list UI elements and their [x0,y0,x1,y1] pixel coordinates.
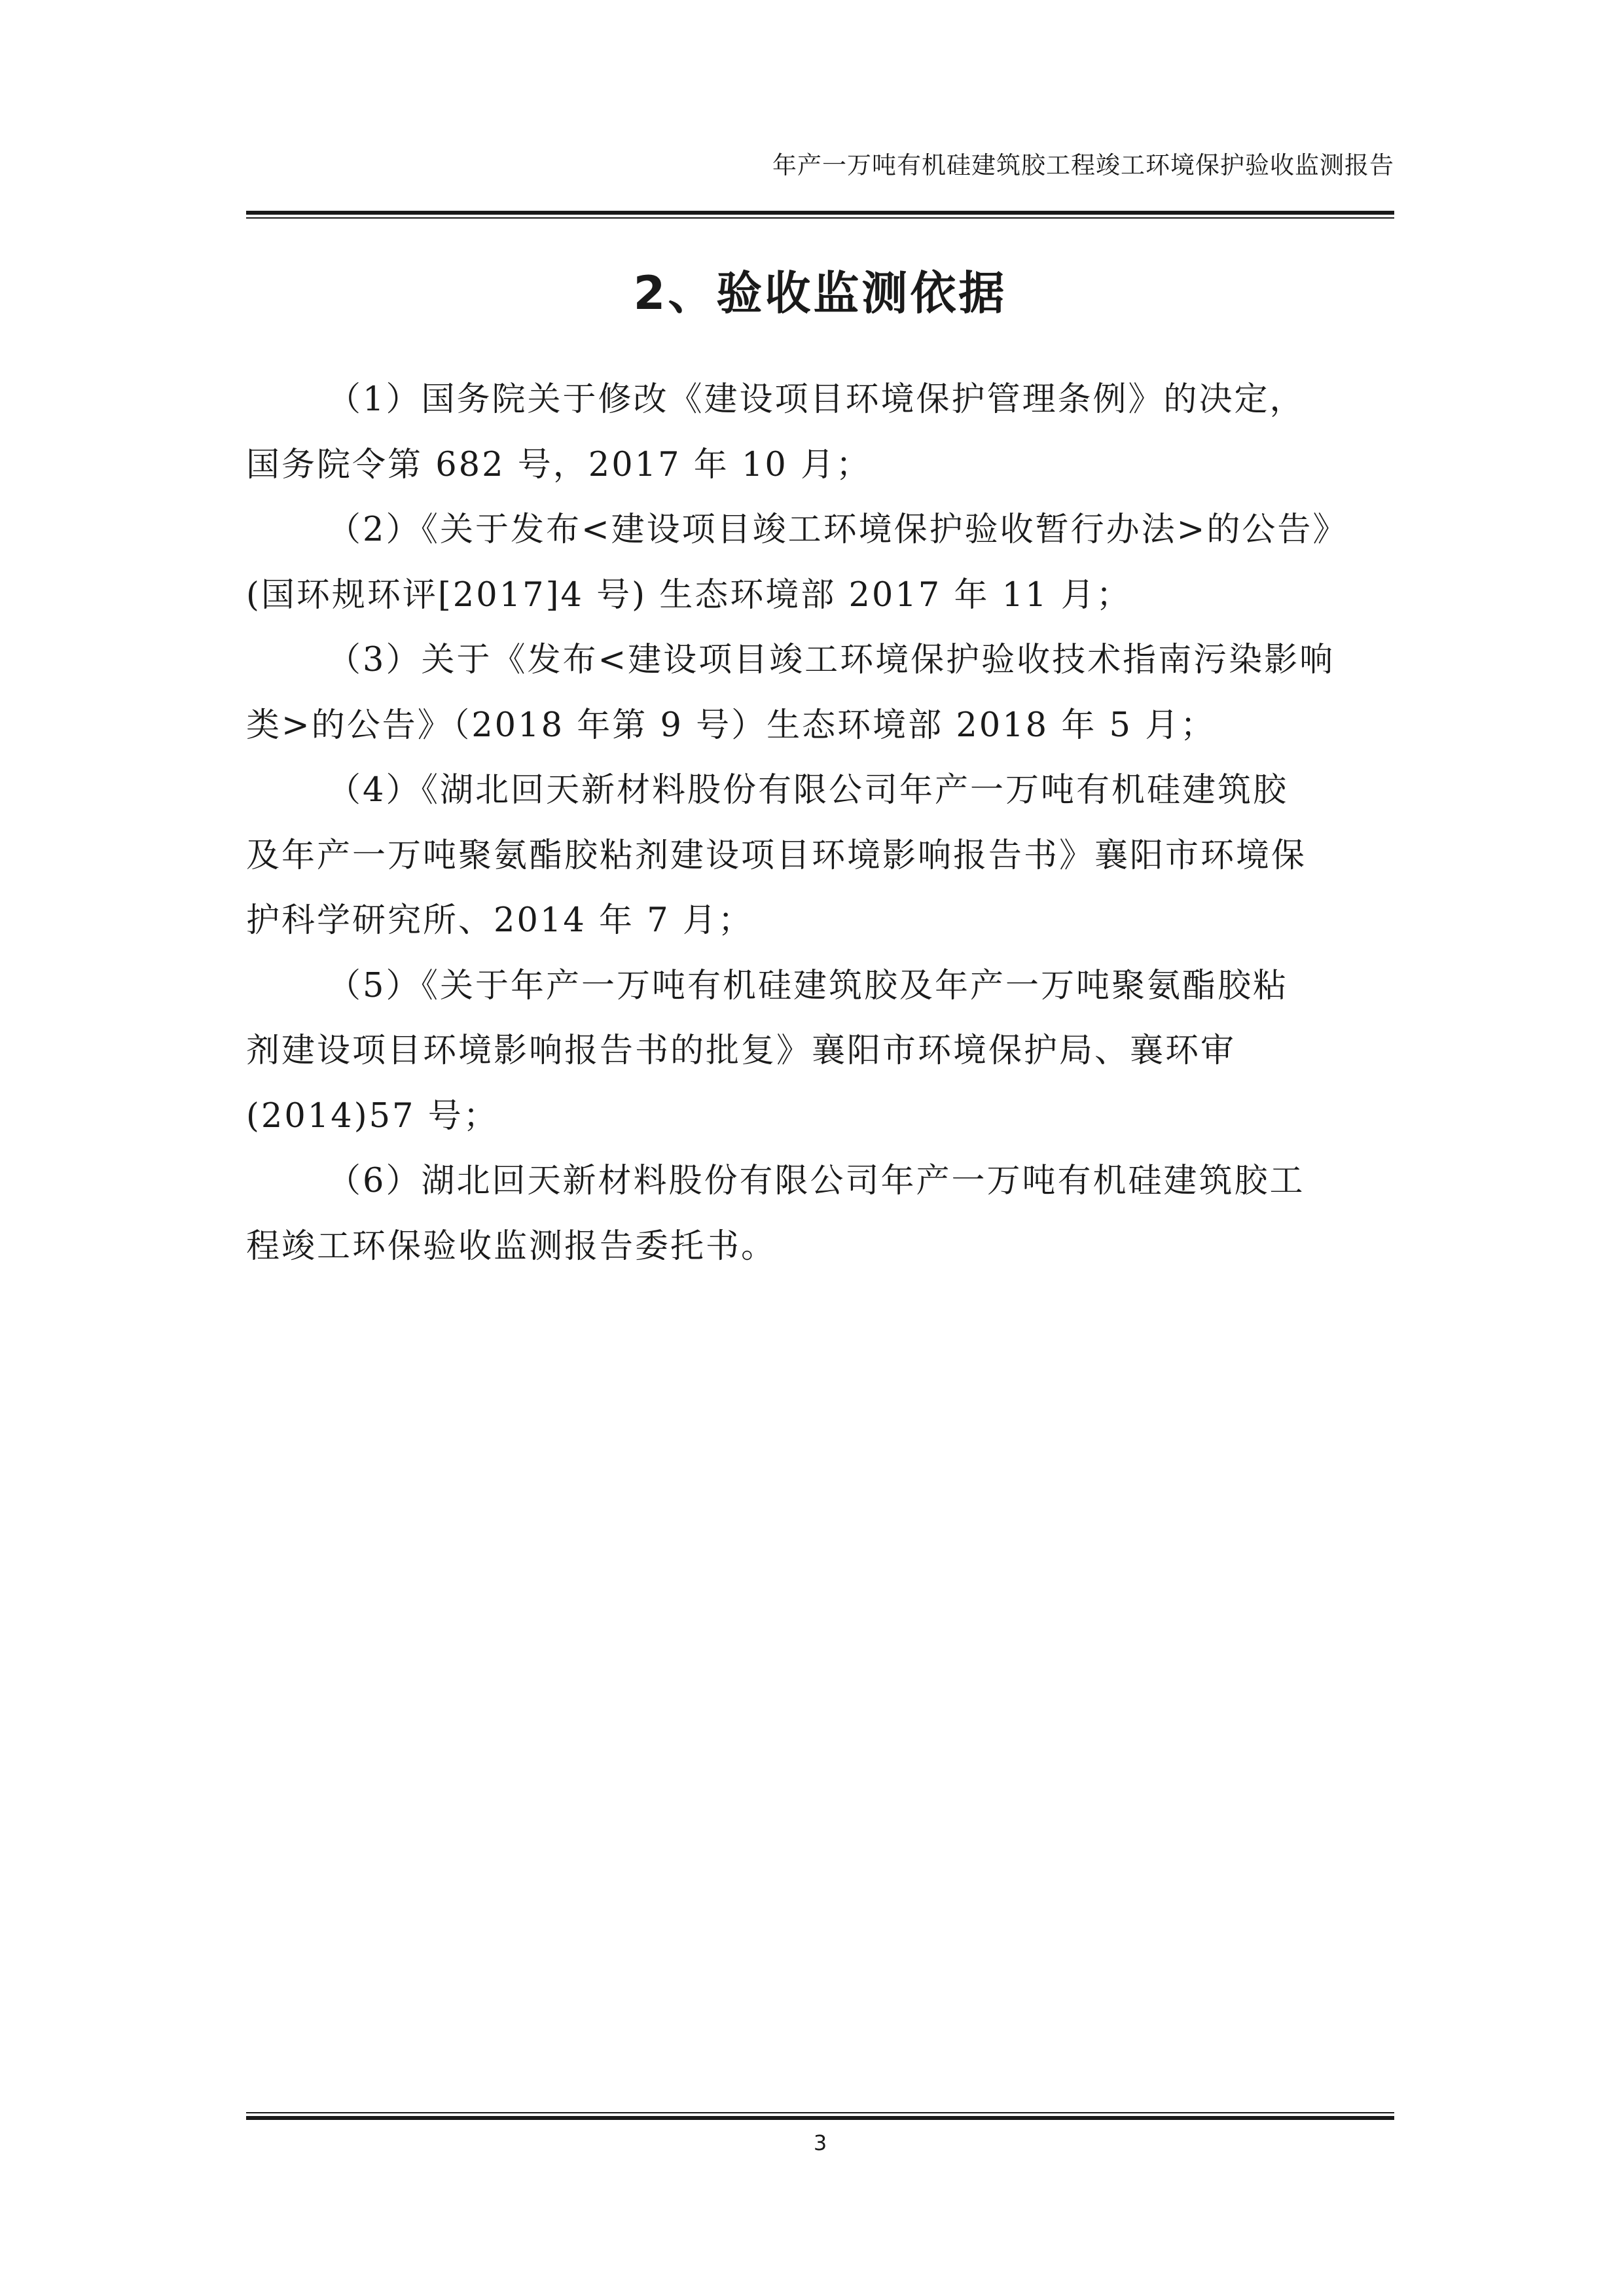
basis-item-5: （5）《关于年产一万吨有机硅建筑胶及年产一万吨聚氨酯胶粘 剂建设项目环境影响报告书的批复》襄阳市环境保护局、襄环审 (2014)57 号； [246,966,1288,1136]
header-divider-thick-line [246,211,1394,215]
basis-item-6: （6）湖北回天新材料股份有限公司年产一万吨有机硅建筑胶工 程竣工环保验收监测报告委托书。 [246,1162,1305,1266]
header-divider-thin-line [246,217,1394,219]
section-title: 2、验收监测依据 [633,266,1007,320]
basis-item-2: （2）《关于发布<建设项目竣工环境保护验收暂行办法>的公告》 (国环规环评[2017]4 号) 生态环境部 2017 年 11 月； [246,511,1348,615]
footer-divider-thin-line [246,2112,1394,2113]
body-text [246,367,1394,1279]
basis-item-3: （3）关于《发布<建设项目竣工环境保护验收技术指南污染影响 类>的公告》（2018 年第 9 号）生态环境部 2018 年 5 月； [246,641,1335,745]
page-number: 3 [813,2130,827,2155]
header-divider [246,211,1394,219]
basis-item-4: （4）《湖北回天新材料股份有限公司年产一万吨有机硅建筑胶 及年产一万吨聚氨酯胶粘剂建设项目环境影响报告书》襄阳市环境保 护科学研究所、2014 年 7 月； [246,771,1307,940]
footer-divider-thick-line [246,2116,1394,2120]
running-header: 年产一万吨有机硅建筑胶工程竣工环境保护验收监测报告 [772,151,1394,179]
footer-divider [246,2112,1394,2120]
basis-item-1: （1）国务院关于修改《建设项目环境保护管理条例》的决定， 国务院令第 682 号，2017 年 10 月； [246,380,1305,484]
